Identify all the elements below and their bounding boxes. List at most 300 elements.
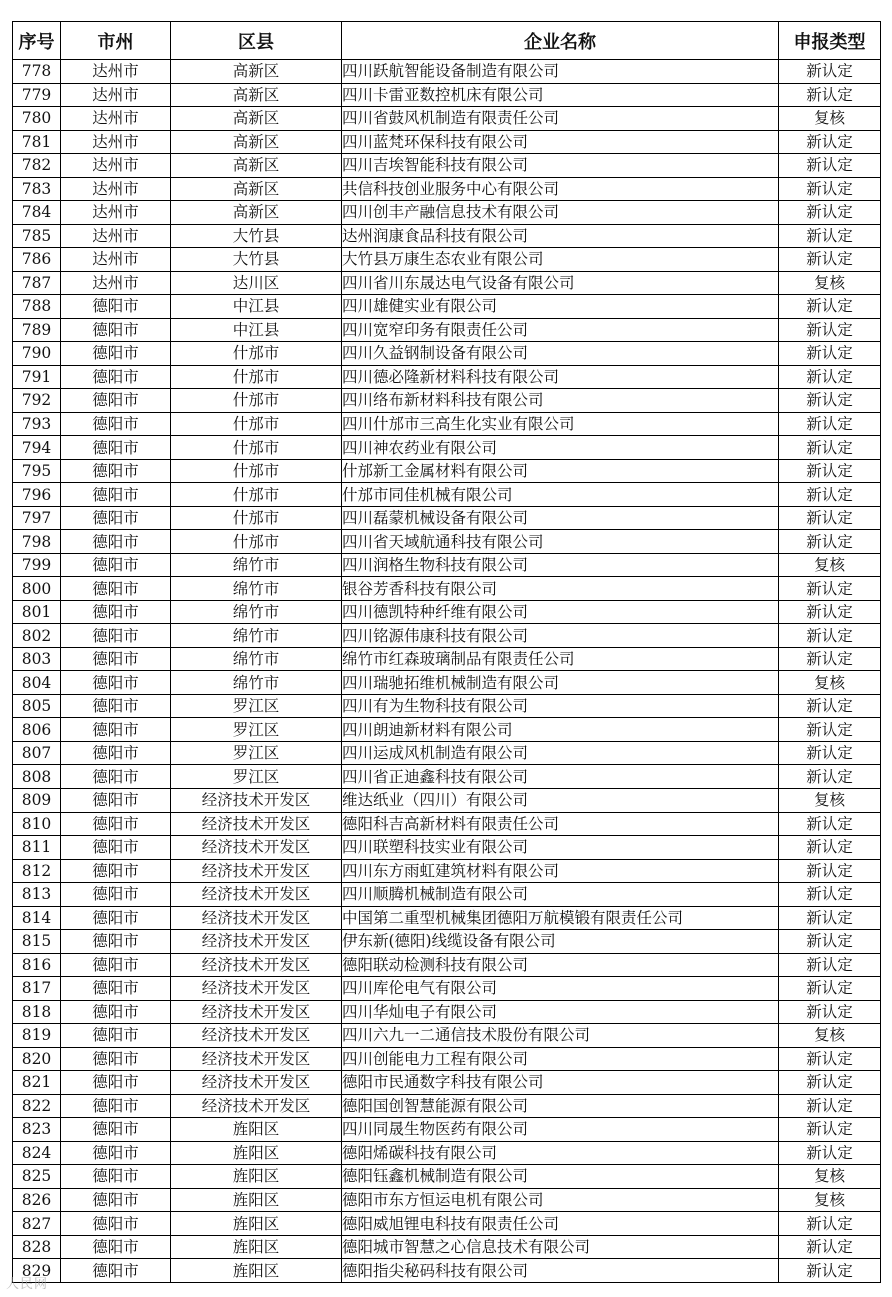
cell-city: 德阳市	[61, 624, 171, 648]
cell-serial: 816	[13, 953, 61, 977]
table-row	[13, 83, 881, 107]
cell-company: 四川同晟生物医药有限公司	[342, 1118, 779, 1142]
cell-county: 什邡市	[171, 506, 342, 530]
cell-county: 什邡市	[171, 530, 342, 554]
table-row	[13, 624, 881, 648]
cell-company: 四川卡雷亚数控机床有限公司	[342, 83, 779, 107]
cell-type: 新认定	[779, 506, 881, 530]
cell-type: 新认定	[779, 318, 881, 342]
cell-company: 四川顺腾机械制造有限公司	[342, 883, 779, 907]
cell-serial: 787	[13, 271, 61, 295]
cell-type: 复核	[779, 788, 881, 812]
cell-serial: 805	[13, 694, 61, 718]
cell-type: 新认定	[779, 530, 881, 554]
cell-city: 德阳市	[61, 694, 171, 718]
cell-city: 德阳市	[61, 1212, 171, 1236]
cell-serial: 817	[13, 977, 61, 1001]
cell-county: 经济技术开发区	[171, 953, 342, 977]
cell-county: 经济技术开发区	[171, 788, 342, 812]
cell-serial: 791	[13, 365, 61, 389]
cell-type: 新认定	[779, 459, 881, 483]
cell-city: 德阳市	[61, 553, 171, 577]
table-row	[13, 859, 881, 883]
cell-company: 四川德必隆新材料科技有限公司	[342, 365, 779, 389]
cell-company: 四川瑞驰拓维机械制造有限公司	[342, 671, 779, 695]
table-row	[13, 1188, 881, 1212]
table-row	[13, 1024, 881, 1048]
cell-company: 四川久益钢制设备有限公司	[342, 342, 779, 366]
header-company: 企业名称	[342, 22, 779, 60]
table-row	[13, 1141, 881, 1165]
cell-county: 旌阳区	[171, 1212, 342, 1236]
cell-city: 德阳市	[61, 459, 171, 483]
table-row	[13, 930, 881, 954]
cell-city: 德阳市	[61, 906, 171, 930]
cell-county: 什邡市	[171, 389, 342, 413]
table-row	[13, 530, 881, 554]
cell-county: 什邡市	[171, 483, 342, 507]
table-row	[13, 130, 881, 154]
table-row	[13, 412, 881, 436]
cell-type: 新认定	[779, 1000, 881, 1024]
cell-serial: 795	[13, 459, 61, 483]
cell-type: 新认定	[779, 1235, 881, 1259]
cell-type: 复核	[779, 1188, 881, 1212]
cell-city: 德阳市	[61, 1094, 171, 1118]
table-row	[13, 224, 881, 248]
cell-county: 经济技术开发区	[171, 836, 342, 860]
cell-serial: 821	[13, 1071, 61, 1095]
cell-county: 罗江区	[171, 765, 342, 789]
cell-company: 四川朗迪新材料有限公司	[342, 718, 779, 742]
cell-county: 达川区	[171, 271, 342, 295]
cell-type: 新认定	[779, 1212, 881, 1236]
table-row	[13, 271, 881, 295]
cell-serial: 828	[13, 1235, 61, 1259]
cell-county: 高新区	[171, 83, 342, 107]
cell-city: 德阳市	[61, 788, 171, 812]
table-row	[13, 295, 881, 319]
cell-company: 四川六九一二通信技术股份有限公司	[342, 1024, 779, 1048]
cell-company: 达州润康食品科技有限公司	[342, 224, 779, 248]
table-row	[13, 741, 881, 765]
table-row	[13, 389, 881, 413]
cell-county: 什邡市	[171, 436, 342, 460]
cell-serial: 789	[13, 318, 61, 342]
table-row	[13, 177, 881, 201]
cell-serial: 801	[13, 600, 61, 624]
cell-serial: 780	[13, 107, 61, 131]
cell-company: 四川铭源伟康科技有限公司	[342, 624, 779, 648]
table-row	[13, 553, 881, 577]
cell-county: 经济技术开发区	[171, 1071, 342, 1095]
table-row	[13, 788, 881, 812]
cell-city: 德阳市	[61, 342, 171, 366]
cell-type: 新认定	[779, 365, 881, 389]
cell-serial: 824	[13, 1141, 61, 1165]
cell-city: 达州市	[61, 130, 171, 154]
cell-city: 德阳市	[61, 741, 171, 765]
cell-type: 新认定	[779, 577, 881, 601]
cell-county: 旌阳区	[171, 1118, 342, 1142]
cell-serial: 781	[13, 130, 61, 154]
cell-county: 绵竹市	[171, 671, 342, 695]
enterprise-table	[12, 21, 881, 1283]
cell-type: 新认定	[779, 60, 881, 84]
cell-serial: 785	[13, 224, 61, 248]
cell-type: 新认定	[779, 600, 881, 624]
cell-company: 四川省鼓风机制造有限责任公司	[342, 107, 779, 131]
cell-company: 伊东新(德阳)线缆设备有限公司	[342, 930, 779, 954]
table-row	[13, 60, 881, 84]
table-row	[13, 201, 881, 225]
cell-city: 德阳市	[61, 1000, 171, 1024]
table-row	[13, 1165, 881, 1189]
cell-city: 德阳市	[61, 836, 171, 860]
cell-company: 银谷芳香科技有限公司	[342, 577, 779, 601]
cell-city: 德阳市	[61, 295, 171, 319]
cell-serial: 790	[13, 342, 61, 366]
table-row	[13, 318, 881, 342]
cell-company: 德阳联动检测科技有限公司	[342, 953, 779, 977]
cell-serial: 802	[13, 624, 61, 648]
cell-type: 新认定	[779, 1047, 881, 1071]
watermark: 人民网	[6, 1277, 49, 1292]
cell-county: 中江县	[171, 318, 342, 342]
cell-serial: 806	[13, 718, 61, 742]
cell-city: 德阳市	[61, 859, 171, 883]
cell-type: 新认定	[779, 295, 881, 319]
header-row	[13, 22, 881, 60]
cell-city: 达州市	[61, 201, 171, 225]
cell-city: 达州市	[61, 271, 171, 295]
cell-serial: 779	[13, 83, 61, 107]
cell-type: 新认定	[779, 930, 881, 954]
cell-type: 复核	[779, 1165, 881, 1189]
cell-city: 德阳市	[61, 718, 171, 742]
cell-type: 新认定	[779, 718, 881, 742]
table-row	[13, 694, 881, 718]
cell-company: 四川德凯特种纤维有限公司	[342, 600, 779, 624]
cell-serial: 812	[13, 859, 61, 883]
cell-type: 新认定	[779, 224, 881, 248]
cell-type: 新认定	[779, 1118, 881, 1142]
cell-city: 达州市	[61, 60, 171, 84]
cell-company: 德阳城市智慧之心信息技术有限公司	[342, 1235, 779, 1259]
cell-company: 四川雄健实业有限公司	[342, 295, 779, 319]
table-row	[13, 365, 881, 389]
cell-serial: 800	[13, 577, 61, 601]
cell-serial: 810	[13, 812, 61, 836]
cell-county: 绵竹市	[171, 624, 342, 648]
cell-type: 新认定	[779, 154, 881, 178]
cell-serial: 793	[13, 412, 61, 436]
cell-county: 中江县	[171, 295, 342, 319]
cell-serial: 820	[13, 1047, 61, 1071]
cell-company: 四川有为生物科技有限公司	[342, 694, 779, 718]
cell-city: 德阳市	[61, 506, 171, 530]
cell-serial: 827	[13, 1212, 61, 1236]
cell-county: 旌阳区	[171, 1188, 342, 1212]
cell-type: 新认定	[779, 130, 881, 154]
cell-city: 德阳市	[61, 577, 171, 601]
cell-city: 德阳市	[61, 647, 171, 671]
cell-city: 德阳市	[61, 483, 171, 507]
cell-county: 高新区	[171, 201, 342, 225]
cell-type: 复核	[779, 671, 881, 695]
cell-company: 四川润格生物科技有限公司	[342, 553, 779, 577]
cell-county: 旌阳区	[171, 1235, 342, 1259]
cell-type: 新认定	[779, 906, 881, 930]
cell-company: 四川什邡市三高生化实业有限公司	[342, 412, 779, 436]
cell-company: 什邡新工金属材料有限公司	[342, 459, 779, 483]
table-row	[13, 154, 881, 178]
cell-city: 德阳市	[61, 412, 171, 436]
cell-type: 新认定	[779, 741, 881, 765]
cell-city: 德阳市	[61, 1024, 171, 1048]
cell-serial: 819	[13, 1024, 61, 1048]
cell-city: 德阳市	[61, 1259, 171, 1283]
cell-type: 新认定	[779, 177, 881, 201]
cell-serial: 799	[13, 553, 61, 577]
cell-serial: 784	[13, 201, 61, 225]
table-row	[13, 1118, 881, 1142]
table-row	[13, 1212, 881, 1236]
header-type: 申报类型	[779, 22, 881, 60]
cell-type: 新认定	[779, 647, 881, 671]
cell-serial: 818	[13, 1000, 61, 1024]
cell-serial: 782	[13, 154, 61, 178]
cell-city: 德阳市	[61, 1188, 171, 1212]
cell-serial: 788	[13, 295, 61, 319]
cell-type: 新认定	[779, 765, 881, 789]
cell-county: 经济技术开发区	[171, 1000, 342, 1024]
cell-serial: 808	[13, 765, 61, 789]
cell-county: 高新区	[171, 107, 342, 131]
cell-company: 四川创丰产融信息技术有限公司	[342, 201, 779, 225]
cell-serial: 807	[13, 741, 61, 765]
table-row	[13, 906, 881, 930]
cell-type: 新认定	[779, 1071, 881, 1095]
cell-city: 德阳市	[61, 883, 171, 907]
cell-type: 新认定	[779, 483, 881, 507]
cell-county: 旌阳区	[171, 1141, 342, 1165]
header-county: 区县	[171, 22, 342, 60]
cell-city: 德阳市	[61, 389, 171, 413]
cell-type: 新认定	[779, 201, 881, 225]
table-row	[13, 718, 881, 742]
cell-serial: 778	[13, 60, 61, 84]
cell-serial: 825	[13, 1165, 61, 1189]
cell-county: 经济技术开发区	[171, 883, 342, 907]
header-serial: 序号	[13, 22, 61, 60]
cell-city: 德阳市	[61, 812, 171, 836]
table-row	[13, 436, 881, 460]
table-row	[13, 1094, 881, 1118]
table-row	[13, 647, 881, 671]
cell-city: 德阳市	[61, 1235, 171, 1259]
cell-city: 德阳市	[61, 1118, 171, 1142]
table-row	[13, 812, 881, 836]
cell-serial: 822	[13, 1094, 61, 1118]
cell-county: 绵竹市	[171, 553, 342, 577]
cell-company: 大竹县万康生态农业有限公司	[342, 248, 779, 272]
cell-county: 旌阳区	[171, 1165, 342, 1189]
cell-county: 罗江区	[171, 694, 342, 718]
cell-serial: 794	[13, 436, 61, 460]
cell-company: 什邡市同佳机械有限公司	[342, 483, 779, 507]
table-row	[13, 483, 881, 507]
cell-county: 什邡市	[171, 459, 342, 483]
cell-company: 中国第二重型机械集团德阳万航模锻有限责任公司	[342, 906, 779, 930]
cell-city: 德阳市	[61, 953, 171, 977]
table-row	[13, 1071, 881, 1095]
header-city: 市州	[61, 22, 171, 60]
cell-type: 新认定	[779, 83, 881, 107]
cell-type: 复核	[779, 553, 881, 577]
cell-county: 罗江区	[171, 718, 342, 742]
cell-serial: 823	[13, 1118, 61, 1142]
cell-county: 经济技术开发区	[171, 812, 342, 836]
cell-type: 新认定	[779, 812, 881, 836]
cell-type: 新认定	[779, 624, 881, 648]
cell-serial: 783	[13, 177, 61, 201]
cell-company: 四川华灿电子有限公司	[342, 1000, 779, 1024]
cell-county: 什邡市	[171, 365, 342, 389]
cell-county: 罗江区	[171, 741, 342, 765]
cell-county: 高新区	[171, 154, 342, 178]
cell-type: 复核	[779, 1024, 881, 1048]
cell-type: 新认定	[779, 436, 881, 460]
table-row	[13, 459, 881, 483]
cell-serial: 792	[13, 389, 61, 413]
cell-type: 新认定	[779, 1141, 881, 1165]
cell-type: 新认定	[779, 977, 881, 1001]
cell-city: 德阳市	[61, 1165, 171, 1189]
cell-type: 新认定	[779, 1259, 881, 1283]
cell-type: 新认定	[779, 836, 881, 860]
cell-company: 四川神农药业有限公司	[342, 436, 779, 460]
cell-county: 旌阳区	[171, 1259, 342, 1283]
cell-county: 经济技术开发区	[171, 1024, 342, 1048]
cell-type: 新认定	[779, 342, 881, 366]
table-row	[13, 836, 881, 860]
cell-type: 新认定	[779, 389, 881, 413]
table-header	[13, 22, 881, 60]
cell-company: 德阳科吉高新材料有限责任公司	[342, 812, 779, 836]
cell-company: 四川省川东晟达电气设备有限公司	[342, 271, 779, 295]
cell-serial: 814	[13, 906, 61, 930]
cell-city: 达州市	[61, 248, 171, 272]
cell-city: 德阳市	[61, 1141, 171, 1165]
cell-company: 四川创能电力工程有限公司	[342, 1047, 779, 1071]
cell-company: 四川跃航智能设备制造有限公司	[342, 60, 779, 84]
cell-type: 新认定	[779, 859, 881, 883]
cell-city: 达州市	[61, 224, 171, 248]
cell-type: 复核	[779, 107, 881, 131]
table-row	[13, 977, 881, 1001]
cell-serial: 804	[13, 671, 61, 695]
cell-city: 达州市	[61, 177, 171, 201]
cell-serial: 811	[13, 836, 61, 860]
table-row	[13, 600, 881, 624]
cell-company: 德阳市东方恒运电机有限公司	[342, 1188, 779, 1212]
cell-county: 经济技术开发区	[171, 906, 342, 930]
cell-county: 什邡市	[171, 342, 342, 366]
cell-company: 四川磊蒙机械设备有限公司	[342, 506, 779, 530]
cell-city: 德阳市	[61, 977, 171, 1001]
cell-serial: 796	[13, 483, 61, 507]
cell-serial: 786	[13, 248, 61, 272]
table-row	[13, 1000, 881, 1024]
cell-company: 四川东方雨虹建筑材料有限公司	[342, 859, 779, 883]
cell-company: 四川联塑科技实业有限公司	[342, 836, 779, 860]
cell-serial: 813	[13, 883, 61, 907]
table-row	[13, 671, 881, 695]
table-row	[13, 953, 881, 977]
cell-county: 绵竹市	[171, 600, 342, 624]
cell-city: 德阳市	[61, 1071, 171, 1095]
cell-serial: 826	[13, 1188, 61, 1212]
table-row	[13, 342, 881, 366]
cell-county: 经济技术开发区	[171, 930, 342, 954]
cell-county: 经济技术开发区	[171, 1047, 342, 1071]
cell-county: 经济技术开发区	[171, 859, 342, 883]
cell-type: 新认定	[779, 412, 881, 436]
cell-city: 德阳市	[61, 765, 171, 789]
cell-company: 德阳国创智慧能源有限公司	[342, 1094, 779, 1118]
cell-company: 四川库伦电气有限公司	[342, 977, 779, 1001]
cell-serial: 829	[13, 1259, 61, 1283]
table-row	[13, 1235, 881, 1259]
cell-type: 新认定	[779, 1094, 881, 1118]
cell-city: 德阳市	[61, 530, 171, 554]
table-row	[13, 107, 881, 131]
cell-company: 四川运成风机制造有限公司	[342, 741, 779, 765]
cell-county: 高新区	[171, 177, 342, 201]
cell-type: 新认定	[779, 883, 881, 907]
cell-serial: 809	[13, 788, 61, 812]
cell-company: 四川宽窄印务有限责任公司	[342, 318, 779, 342]
cell-city: 德阳市	[61, 365, 171, 389]
cell-county: 经济技术开发区	[171, 977, 342, 1001]
cell-type: 复核	[779, 271, 881, 295]
cell-company: 德阳钰鑫机械制造有限公司	[342, 1165, 779, 1189]
cell-company: 德阳威旭锂电科技有限责任公司	[342, 1212, 779, 1236]
cell-city: 德阳市	[61, 1047, 171, 1071]
cell-county: 经济技术开发区	[171, 1094, 342, 1118]
cell-serial: 797	[13, 506, 61, 530]
cell-type: 新认定	[779, 953, 881, 977]
cell-county: 高新区	[171, 60, 342, 84]
cell-county: 绵竹市	[171, 577, 342, 601]
table-row	[13, 1259, 881, 1283]
cell-company: 四川吉埃智能科技有限公司	[342, 154, 779, 178]
cell-company: 四川络布新材料科技有限公司	[342, 389, 779, 413]
cell-county: 大竹县	[171, 248, 342, 272]
table-row	[13, 506, 881, 530]
cell-county: 高新区	[171, 130, 342, 154]
cell-company: 德阳指尖秘码科技有限公司	[342, 1259, 779, 1283]
cell-county: 大竹县	[171, 224, 342, 248]
table-row	[13, 248, 881, 272]
cell-company: 绵竹市红森玻璃制品有限责任公司	[342, 647, 779, 671]
cell-type: 新认定	[779, 694, 881, 718]
cell-county: 绵竹市	[171, 647, 342, 671]
cell-company: 德阳市民通数字科技有限公司	[342, 1071, 779, 1095]
cell-city: 德阳市	[61, 436, 171, 460]
cell-serial: 815	[13, 930, 61, 954]
